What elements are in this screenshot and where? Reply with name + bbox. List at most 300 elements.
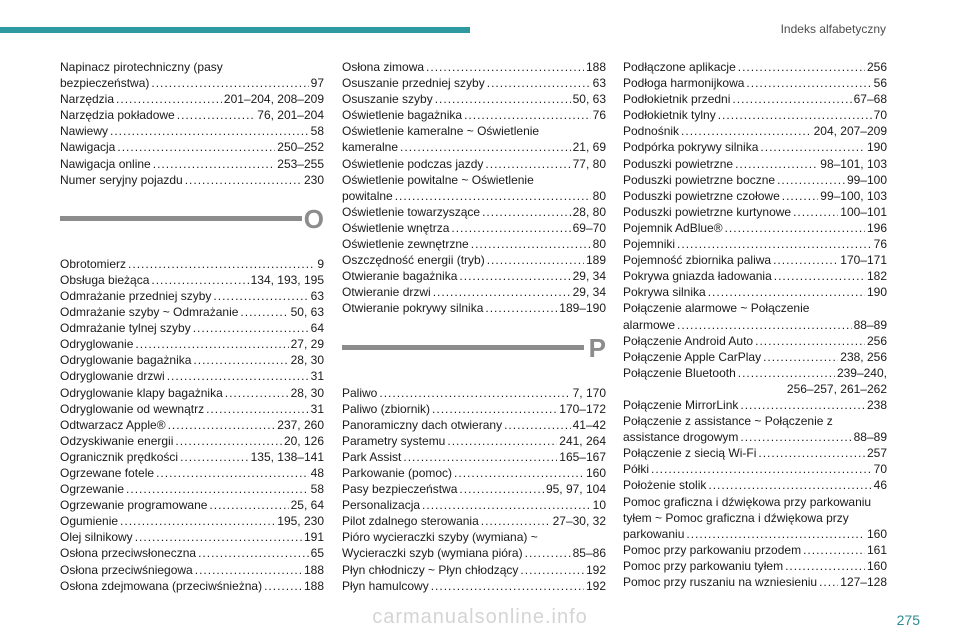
section-header: [60, 203, 324, 250]
index-entry-line: [623, 107, 887, 123]
index-entry-line: [623, 574, 887, 590]
page-ref: 28, 30: [290, 385, 324, 400]
index-entry: [623, 204, 887, 220]
entry-term: Narzędzia pokładowe: [60, 108, 175, 123]
index-entry-line: [623, 59, 887, 75]
index-entry-line: [623, 236, 887, 252]
dot-leader: [240, 304, 288, 320]
index-entry: [623, 558, 887, 574]
index-entry-line: [623, 204, 887, 220]
page-ref: 41–42: [572, 417, 606, 432]
index-entry-line: [342, 578, 606, 594]
dot-leader: [520, 562, 584, 578]
dot-leader: [740, 397, 865, 413]
entry-term: powitalne: [342, 188, 393, 203]
entry-term: Osłona przeciwśniegowa: [60, 562, 193, 577]
index-entry-line: [342, 75, 606, 91]
dot-leader: [177, 107, 256, 123]
section-divider: [342, 345, 584, 350]
entry-term: Numer seryjny pojazdu: [60, 172, 183, 187]
index-column-1: [60, 59, 324, 594]
page-ref: 31: [310, 401, 324, 416]
index-entry: [623, 365, 887, 397]
index-entry-line: [60, 449, 324, 465]
page-ref: 237, 260: [277, 417, 324, 432]
dot-leader: [760, 139, 865, 155]
index-entry-line: [342, 188, 606, 204]
entry-term: Olej silnikowy: [60, 530, 133, 545]
entry-term: assistance drogowym: [623, 430, 739, 445]
index-entry-line: [623, 252, 887, 268]
page-ref: 256–257, 261–262: [786, 381, 887, 396]
dot-leader: [464, 107, 591, 123]
entry-term: Obsługa bieżąca: [60, 272, 150, 287]
dot-leader: [422, 497, 591, 513]
entry-term: Oświetlenie powitalne ~ Oświetlenie: [342, 172, 534, 187]
page-ref: 97: [310, 76, 324, 91]
dot-leader: [168, 417, 276, 433]
index-entry: [60, 513, 324, 529]
index-entry-line: [60, 91, 324, 107]
page-ref: 100–101: [840, 204, 887, 219]
page-ref: 65: [310, 546, 324, 561]
index-entry-line: [342, 220, 606, 236]
page-ref: 204, 207–209: [813, 124, 887, 139]
entry-term: Osuszanie przedniej szyby: [342, 76, 485, 91]
index-entry-line: [60, 272, 324, 288]
entry-term: Odtwarzacz Apple®: [60, 417, 166, 432]
index-entry: [623, 59, 887, 75]
index-entry-line: [60, 545, 324, 561]
page-ref: 20, 126: [283, 433, 324, 448]
dot-leader: [735, 156, 818, 172]
index-entry-line: [342, 172, 606, 188]
index-entry: [342, 562, 606, 578]
index-entry-line: [623, 445, 887, 461]
index-entry: [623, 542, 887, 558]
dot-leader: [525, 545, 571, 561]
index-entry-line: [623, 397, 887, 413]
page-ref: 27, 29: [290, 337, 324, 352]
page-ref: 31: [310, 369, 324, 384]
dot-leader: [151, 75, 308, 91]
index-entry: [623, 445, 887, 461]
index-entry-line: [342, 401, 606, 417]
index-entry: [342, 433, 606, 449]
dot-leader: [116, 91, 222, 107]
index-entry: [60, 368, 324, 384]
dot-leader: [151, 272, 248, 288]
index-entry-line: [342, 107, 606, 123]
index-entry-line: [623, 542, 887, 558]
index-entry: [623, 284, 887, 300]
page-ref: 95, 97, 104: [545, 482, 606, 497]
index-entry-line: [623, 333, 887, 349]
page-ref: 64: [310, 321, 324, 336]
index-entry: [342, 107, 606, 123]
index-entry-line: [60, 172, 324, 188]
dot-leader: [264, 578, 302, 594]
dot-leader: [487, 252, 584, 268]
index-entry: [342, 545, 606, 561]
dot-leader: [485, 300, 557, 316]
entry-term: Odryglowanie klapy bagażnika: [60, 385, 223, 400]
dot-leader: [708, 477, 871, 493]
dot-leader: [651, 461, 872, 477]
entry-term: Poduszki powietrzne: [623, 156, 734, 171]
entry-term: tyłem ~ Pomoc graficzna i dźwiękowa przy: [623, 510, 849, 525]
index-entry: [60, 562, 324, 578]
page-ref: 88–89: [853, 430, 887, 445]
index-entry-line: [60, 336, 324, 352]
page-ref: 190: [866, 140, 887, 155]
entry-term: Pojemność zbiornika paliwa: [623, 253, 772, 268]
entry-term: Pióro wycieraczki szyby (wymiana) ~: [342, 530, 538, 545]
entry-term: Park Assist: [342, 449, 402, 464]
dot-leader: [481, 513, 551, 529]
dot-leader: [681, 123, 812, 139]
index-entry-line: [623, 75, 887, 91]
index-entry: [342, 300, 606, 316]
index-entry-line: [623, 349, 887, 365]
entry-term: Parkowanie (pomoc): [342, 465, 453, 480]
page-ref: 189: [585, 253, 606, 268]
entry-term: Oświetlenie wnętrza: [342, 220, 450, 235]
index-entry-line: [342, 91, 606, 107]
index-entry: [623, 477, 887, 493]
page-ref: 56: [873, 76, 887, 91]
index-entry: [342, 465, 606, 481]
entry-term: Połączenie Apple CarPlay: [623, 349, 762, 364]
dot-leader: [718, 107, 872, 123]
page-ref: 58: [310, 482, 324, 497]
dot-leader: [677, 236, 872, 252]
index-entry: [60, 320, 324, 336]
entry-term: Oświetlenie zewnętrzne: [342, 237, 469, 252]
index-entry: [342, 385, 606, 401]
page-ref: 99–100: [846, 172, 887, 187]
dot-leader: [774, 268, 865, 284]
index-entry: [60, 497, 324, 513]
index-entry-line: [60, 529, 324, 545]
dot-leader: [785, 558, 865, 574]
index-entry-line: [342, 268, 606, 284]
page-ref: 191: [303, 530, 324, 545]
entry-term: Oświetlenie kameralne ~ Oświetlenie: [342, 124, 540, 139]
entry-term: Odmrażanie tylnej szyby: [60, 321, 191, 336]
index-entry-line: [342, 562, 606, 578]
entry-term: Ogrzewanie: [60, 482, 125, 497]
index-entry-line: [342, 139, 606, 155]
page-ref: 50, 63: [290, 305, 324, 320]
index-entry: [60, 385, 324, 401]
page-ref: 85–86: [572, 546, 606, 561]
page-ref: 70: [873, 108, 887, 123]
dot-leader: [193, 352, 288, 368]
section-header: [342, 332, 606, 379]
dot-leader: [167, 368, 309, 384]
entry-term: bezpieczeństwa): [60, 76, 150, 91]
index-entry-line: [342, 529, 606, 545]
index-entry-line: [342, 300, 606, 316]
index-entry-line: [60, 107, 324, 123]
page-ref: 10: [592, 498, 606, 513]
dot-leader: [459, 481, 544, 497]
index-entry-line: [342, 59, 606, 75]
index-entry: [342, 59, 606, 75]
page-ref: 76, 201–204: [257, 108, 324, 123]
entry-term: Półki: [623, 462, 650, 477]
index-entry: [342, 417, 606, 433]
page-ref: 28, 30: [290, 353, 324, 368]
index-entry: [60, 123, 324, 139]
index-entry: [623, 268, 887, 284]
entry-term: Nawigacja: [60, 140, 116, 155]
page-header-title: Indeks alfabetyczny: [780, 22, 886, 36]
entry-term: Panoramiczny dach otwierany: [342, 417, 503, 432]
page-ref: 63: [592, 76, 606, 91]
page-ref: 27–30, 32: [552, 514, 606, 529]
dot-leader: [110, 123, 309, 139]
index-entry: [342, 204, 606, 220]
entry-term: Pojemnik AdBlue®: [623, 220, 723, 235]
entry-term: Podłokietnik tylny: [623, 108, 716, 123]
dot-leader: [395, 188, 591, 204]
entry-term: Narzędzia: [60, 92, 115, 107]
index-entry: [623, 156, 887, 172]
entry-term: Połączenie alarmowe ~ Połączenie: [623, 301, 810, 316]
dot-leader: [487, 75, 591, 91]
page-ref: 7, 170: [572, 385, 606, 400]
index-entry: [60, 449, 324, 465]
index-entry-line: [623, 477, 887, 493]
index-entry: [342, 497, 606, 513]
index-entry-line: [623, 381, 887, 397]
index-entry: [342, 284, 606, 300]
index-entry: [342, 578, 606, 594]
page-ref: 76: [873, 237, 887, 252]
page-ref: 21, 69: [572, 140, 606, 155]
dot-leader: [135, 529, 302, 545]
index-entry-line: [60, 578, 324, 594]
index-entry: [342, 236, 606, 252]
index-entry: [60, 272, 324, 288]
page-ref: 182: [866, 269, 887, 284]
dot-leader: [708, 284, 865, 300]
page-ref: 80: [592, 188, 606, 203]
index-column-3: [623, 59, 887, 590]
entry-term: Odryglowanie od wewnątrz: [60, 401, 205, 416]
entry-term: Pojemniki: [623, 237, 676, 252]
entry-term: Odryglowanie: [60, 337, 134, 352]
index-entry-line: [60, 562, 324, 578]
index-entry: [342, 252, 606, 268]
index-entry-line: [60, 320, 324, 336]
dot-leader: [803, 542, 865, 558]
entry-term: Podłokietnik przedni: [623, 92, 731, 107]
page-ref: 165–167: [559, 449, 606, 464]
entry-term: Odmrażanie szyby ~ Odmrażanie: [60, 305, 239, 320]
page-ref: 29, 34: [572, 285, 606, 300]
entry-term: Oświetlenie towarzyszące: [342, 204, 481, 219]
index-entry-line: [60, 139, 324, 155]
index-entry: [623, 461, 887, 477]
index-entry-line: [342, 449, 606, 465]
dot-leader: [120, 513, 275, 529]
index-entry-line: [60, 352, 324, 368]
dot-leader: [379, 385, 570, 401]
index-entry-line: [342, 417, 606, 433]
index-entry: [623, 123, 887, 139]
index-entry: [60, 481, 324, 497]
entry-term: Nawigacja online: [60, 156, 151, 171]
dot-leader: [725, 220, 865, 236]
entry-term: Ogrzewanie programowane: [60, 498, 208, 513]
index-entry-line: [623, 526, 887, 542]
dot-leader: [193, 320, 309, 336]
entry-term: Podłączone aplikacje: [623, 60, 736, 74]
index-entry-line: [342, 513, 606, 529]
page-ref: 29, 34: [572, 269, 606, 284]
dot-leader: [198, 545, 309, 561]
dot-leader: [677, 317, 852, 333]
entry-term: Otwieranie drzwi: [342, 285, 431, 300]
entry-term: Poduszki powietrzne boczne: [623, 172, 776, 187]
index-entry-line: [623, 558, 887, 574]
index-entry: [60, 401, 324, 417]
index-entry-line: [342, 236, 606, 252]
dot-leader: [793, 204, 838, 220]
entry-term: Osłona zimowa: [342, 60, 425, 74]
index-entry-line: [60, 256, 324, 272]
dot-leader: [782, 188, 819, 204]
page-ref: 192: [585, 578, 606, 593]
entry-term: Oszczędność energii (tryb): [342, 253, 485, 268]
entry-term: Obrotomierz: [60, 256, 127, 271]
index-entry-line: [623, 413, 887, 429]
page-ref: 88–89: [853, 317, 887, 332]
index-entry: [342, 529, 606, 545]
index-entry-line: [623, 494, 887, 510]
entry-term: Odryglowanie bagażnika: [60, 353, 192, 368]
index-entry: [342, 220, 606, 236]
index-entry: [623, 91, 887, 107]
dot-leader: [686, 526, 865, 542]
index-entry: [623, 349, 887, 365]
page-ref: 58: [310, 124, 324, 139]
dot-leader: [180, 449, 249, 465]
index-entry: [623, 75, 887, 91]
page-ref: 230: [303, 172, 324, 187]
entry-term: Pomoc przy ruszaniu na wzniesieniu: [623, 575, 818, 589]
index-entry: [342, 268, 606, 284]
index-entry: [342, 123, 606, 155]
index-entry-line: [60, 417, 324, 433]
entry-term: Odzyskiwanie energii: [60, 433, 174, 448]
entry-term: Podnośnik: [623, 124, 680, 139]
index-entry: [623, 494, 887, 542]
dot-leader: [740, 429, 851, 445]
page-ref: 238: [866, 397, 887, 412]
dot-leader: [777, 172, 845, 188]
index-entry: [342, 91, 606, 107]
index-entry: [60, 352, 324, 368]
index-entry: [623, 107, 887, 123]
entry-term: Nawiewy: [60, 124, 109, 139]
entry-term: Pokrywa gniazda ładowania: [623, 269, 772, 284]
index-entry: [342, 172, 606, 204]
page-ref: 253–255: [277, 156, 324, 171]
dot-leader: [482, 204, 571, 220]
index-entry-line: [342, 433, 606, 449]
entry-term: Połączenie MirrorLink: [623, 397, 739, 412]
index-entry: [623, 139, 887, 155]
page-ref: 50, 63: [572, 92, 606, 107]
dot-leader: [454, 465, 584, 481]
dot-leader: [485, 156, 570, 172]
page-ref: 99–100, 103: [820, 188, 887, 203]
index-entry-line: [60, 465, 324, 481]
page-ref: 160: [585, 465, 606, 480]
entry-term: Ogrzewane fotele: [60, 465, 155, 480]
index-entry-line: [623, 188, 887, 204]
index-entry-line: [623, 284, 887, 300]
dot-leader: [435, 91, 571, 107]
page-ref: 238, 256: [840, 349, 887, 364]
watermark: carmanualsonline.info: [372, 606, 588, 628]
page-ref: 195, 230: [277, 514, 324, 529]
dot-leader: [447, 433, 557, 449]
page-ref: 46: [873, 478, 887, 493]
page-ref: 135, 138–141: [250, 449, 324, 464]
dot-leader: [459, 268, 570, 284]
index-entry-line: [623, 220, 887, 236]
index-entry: [623, 220, 887, 236]
entry-term: Ogranicznik prędkości: [60, 449, 179, 464]
entry-term: Połączenie Android Auto: [623, 333, 754, 348]
page-ref: 70: [873, 462, 887, 477]
section-letter: P: [588, 332, 606, 363]
dot-leader: [451, 220, 570, 236]
page-ref: 250–252: [277, 140, 324, 155]
dot-leader: [156, 465, 309, 481]
index-entry-line: [60, 433, 324, 449]
dot-leader: [426, 59, 584, 75]
entry-term: Pokrywa silnika: [623, 285, 706, 300]
index-entry: [623, 188, 887, 204]
index-entry: [60, 433, 324, 449]
index-entry-line: [342, 385, 606, 401]
index-entry: [60, 59, 324, 91]
dot-leader: [195, 562, 302, 578]
page-ref: 161: [866, 542, 887, 557]
dot-leader: [153, 156, 276, 172]
index-entry: [60, 288, 324, 304]
entry-term: kameralne: [342, 140, 399, 155]
index-entry-line: [342, 284, 606, 300]
index-entry: [60, 304, 324, 320]
page-ref: 170–171: [840, 253, 887, 268]
entry-term: Wycieraczki szyb (wymiana pióra): [342, 546, 523, 561]
index-entry: [623, 333, 887, 349]
entry-term: Pilot zdalnego sterowania: [342, 514, 479, 529]
dot-leader: [209, 497, 288, 513]
entry-term: Położenie stolik: [623, 478, 707, 493]
page-ref: 257: [866, 446, 887, 461]
page-ref: 241, 264: [559, 433, 606, 448]
index-entry: [342, 481, 606, 497]
dot-leader: [213, 288, 308, 304]
